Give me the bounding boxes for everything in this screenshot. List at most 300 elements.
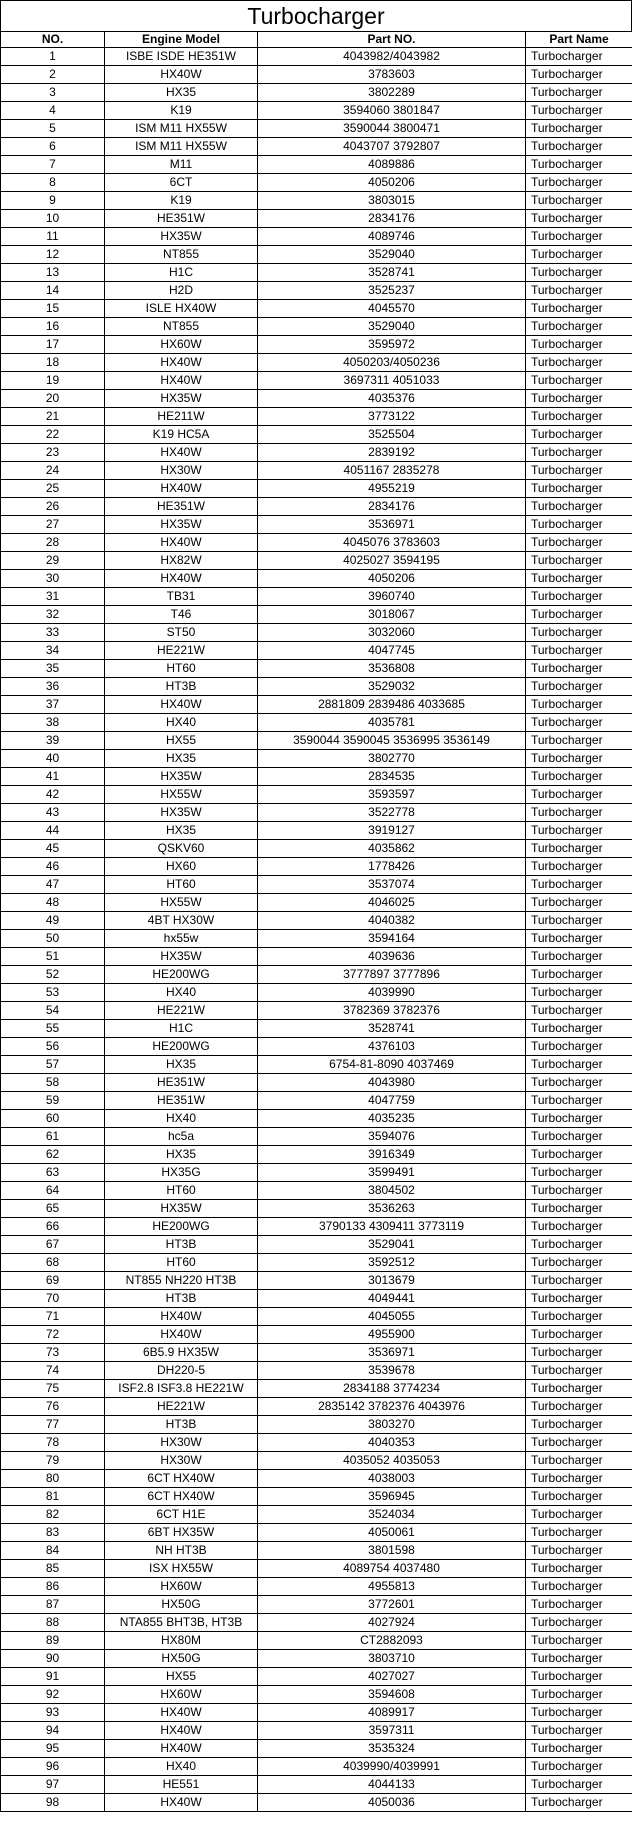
cell-engine-model: HX40W — [105, 1740, 258, 1758]
table-row — [1, 786, 632, 804]
cell-no: 12 — [1, 246, 105, 264]
cell-engine-model: HT3B — [105, 678, 258, 696]
cell-part-name: Turbocharger — [526, 1416, 632, 1434]
cell-part-name: Turbocharger — [526, 1560, 632, 1578]
cell-part-no: 3590044 3800471 — [258, 120, 526, 138]
cell-part-name: Turbocharger — [526, 498, 632, 516]
table-row — [1, 966, 632, 984]
cell-no: 94 — [1, 1722, 105, 1740]
cell-no: 93 — [1, 1704, 105, 1722]
cell-engine-model: NT855 NH220 HT3B — [105, 1272, 258, 1290]
cell-engine-model: HT60 — [105, 660, 258, 678]
cell-part-no: 3599491 — [258, 1164, 526, 1182]
cell-part-no: 4040353 — [258, 1434, 526, 1452]
cell-part-name: Turbocharger — [526, 174, 632, 192]
cell-part-name: Turbocharger — [526, 750, 632, 768]
cell-part-no: 4049441 — [258, 1290, 526, 1308]
cell-engine-model: HX40 — [105, 714, 258, 732]
cell-no: 60 — [1, 1110, 105, 1128]
cell-part-name: Turbocharger — [526, 192, 632, 210]
cell-no: 22 — [1, 426, 105, 444]
cell-part-no: 3593597 — [258, 786, 526, 804]
cell-part-no: 3804502 — [258, 1182, 526, 1200]
cell-part-name: Turbocharger — [526, 1362, 632, 1380]
cell-engine-model: HT60 — [105, 1182, 258, 1200]
cell-engine-model: ISLE HX40W — [105, 300, 258, 318]
cell-part-no: 4039636 — [258, 948, 526, 966]
cell-part-name: Turbocharger — [526, 210, 632, 228]
table-row — [1, 1578, 632, 1596]
cell-part-name: Turbocharger — [526, 1308, 632, 1326]
cell-part-name: Turbocharger — [526, 624, 632, 642]
table-row — [1, 354, 632, 372]
cell-no: 97 — [1, 1776, 105, 1794]
table-row — [1, 822, 632, 840]
cell-part-no: 4050036 — [258, 1794, 526, 1812]
table-row — [1, 66, 632, 84]
cell-no: 16 — [1, 318, 105, 336]
cell-part-name: Turbocharger — [526, 1542, 632, 1560]
table-row — [1, 390, 632, 408]
cell-no: 7 — [1, 156, 105, 174]
cell-no: 15 — [1, 300, 105, 318]
cell-no: 9 — [1, 192, 105, 210]
cell-engine-model: HX40W — [105, 1326, 258, 1344]
cell-no: 72 — [1, 1326, 105, 1344]
cell-engine-model: HX40W — [105, 1704, 258, 1722]
cell-engine-model: HX40W — [105, 1722, 258, 1740]
cell-part-name: Turbocharger — [526, 1704, 632, 1722]
cell-engine-model: HE351W — [105, 1074, 258, 1092]
cell-no: 26 — [1, 498, 105, 516]
cell-part-name: Turbocharger — [526, 984, 632, 1002]
cell-no: 78 — [1, 1434, 105, 1452]
table-row — [1, 84, 632, 102]
cell-part-no: 2834176 — [258, 210, 526, 228]
cell-part-name: Turbocharger — [526, 1488, 632, 1506]
table-row — [1, 372, 632, 390]
table-row — [1, 408, 632, 426]
cell-no: 50 — [1, 930, 105, 948]
cell-part-no: 4035781 — [258, 714, 526, 732]
cell-part-name: Turbocharger — [526, 786, 632, 804]
cell-part-name: Turbocharger — [526, 1200, 632, 1218]
table-row — [1, 1524, 632, 1542]
header-part-no: Part NO. — [258, 32, 526, 48]
table-row — [1, 228, 632, 246]
table-row — [1, 1128, 632, 1146]
cell-part-no: 3594164 — [258, 930, 526, 948]
cell-no: 35 — [1, 660, 105, 678]
cell-part-no: 4027027 — [258, 1668, 526, 1686]
cell-no: 20 — [1, 390, 105, 408]
cell-engine-model: HE351W — [105, 210, 258, 228]
table-row — [1, 1182, 632, 1200]
cell-engine-model: HX30W — [105, 1452, 258, 1470]
table-row — [1, 768, 632, 786]
cell-part-no: 4050203/4050236 — [258, 354, 526, 372]
cell-part-name: Turbocharger — [526, 1668, 632, 1686]
cell-part-no: 3535324 — [258, 1740, 526, 1758]
cell-part-no: 4027924 — [258, 1614, 526, 1632]
table-row — [1, 1326, 632, 1344]
table-row — [1, 534, 632, 552]
table-row — [1, 1092, 632, 1110]
cell-part-no: 2881809 2839486 4033685 — [258, 696, 526, 714]
cell-part-name: Turbocharger — [526, 48, 632, 66]
cell-part-name: Turbocharger — [526, 1326, 632, 1344]
cell-engine-model: HE351W — [105, 498, 258, 516]
cell-part-name: Turbocharger — [526, 462, 632, 480]
cell-part-no: 3525237 — [258, 282, 526, 300]
cell-part-no: 3802289 — [258, 84, 526, 102]
table-row — [1, 1344, 632, 1362]
cell-engine-model: HX30W — [105, 1434, 258, 1452]
cell-part-name: Turbocharger — [526, 1110, 632, 1128]
table-row — [1, 840, 632, 858]
cell-no: 51 — [1, 948, 105, 966]
cell-part-no: 2834188 3774234 — [258, 1380, 526, 1398]
cell-part-name: Turbocharger — [526, 1092, 632, 1110]
cell-no: 91 — [1, 1668, 105, 1686]
cell-part-no: 3018067 — [258, 606, 526, 624]
table-body — [1, 48, 632, 1812]
cell-part-name: Turbocharger — [526, 1434, 632, 1452]
cell-no: 82 — [1, 1506, 105, 1524]
cell-part-no: 3772601 — [258, 1596, 526, 1614]
cell-no: 25 — [1, 480, 105, 498]
cell-part-name: Turbocharger — [526, 120, 632, 138]
cell-engine-model: 6CT HX40W — [105, 1470, 258, 1488]
cell-engine-model: HX50G — [105, 1596, 258, 1614]
table-row — [1, 1776, 632, 1794]
cell-part-name: Turbocharger — [526, 66, 632, 84]
cell-engine-model: HE200WG — [105, 1218, 258, 1236]
cell-part-name: Turbocharger — [526, 1380, 632, 1398]
cell-part-no: 3529032 — [258, 678, 526, 696]
cell-no: 43 — [1, 804, 105, 822]
cell-engine-model: ISM M11 HX55W — [105, 138, 258, 156]
cell-no: 2 — [1, 66, 105, 84]
cell-part-name: Turbocharger — [526, 1632, 632, 1650]
cell-part-no: 3594060 3801847 — [258, 102, 526, 120]
table-row — [1, 174, 632, 192]
table-row — [1, 1164, 632, 1182]
cell-part-no: 3536971 — [258, 516, 526, 534]
cell-no: 89 — [1, 1632, 105, 1650]
cell-engine-model: HX35G — [105, 1164, 258, 1182]
cell-part-no: 3802770 — [258, 750, 526, 768]
cell-no: 54 — [1, 1002, 105, 1020]
cell-part-name: Turbocharger — [526, 552, 632, 570]
cell-engine-model: T46 — [105, 606, 258, 624]
cell-engine-model: HX35 — [105, 1146, 258, 1164]
table-row — [1, 696, 632, 714]
table-row — [1, 138, 632, 156]
cell-part-no: 4043980 — [258, 1074, 526, 1092]
table-row — [1, 606, 632, 624]
cell-part-no: 3536263 — [258, 1200, 526, 1218]
cell-engine-model: HX80M — [105, 1632, 258, 1650]
cell-engine-model: M11 — [105, 156, 258, 174]
cell-part-name: Turbocharger — [526, 588, 632, 606]
cell-part-name: Turbocharger — [526, 1794, 632, 1812]
cell-part-name: Turbocharger — [526, 948, 632, 966]
cell-engine-model: HE221W — [105, 1398, 258, 1416]
table-row — [1, 858, 632, 876]
cell-no: 58 — [1, 1074, 105, 1092]
header-no: NO. — [1, 32, 105, 48]
cell-part-no: 3013679 — [258, 1272, 526, 1290]
cell-part-no: 4955219 — [258, 480, 526, 498]
cell-engine-model: HX35 — [105, 822, 258, 840]
cell-no: 66 — [1, 1218, 105, 1236]
cell-part-no: 4050061 — [258, 1524, 526, 1542]
cell-engine-model: 6CT — [105, 174, 258, 192]
cell-part-no: 4043982/4043982 — [258, 48, 526, 66]
table-row — [1, 516, 632, 534]
table-row — [1, 624, 632, 642]
cell-no: 3 — [1, 84, 105, 102]
cell-no: 68 — [1, 1254, 105, 1272]
cell-engine-model: HX40W — [105, 570, 258, 588]
cell-part-name: Turbocharger — [526, 1452, 632, 1470]
cell-part-no: 4089917 — [258, 1704, 526, 1722]
cell-no: 96 — [1, 1758, 105, 1776]
cell-part-name: Turbocharger — [526, 1038, 632, 1056]
cell-engine-model: H2D — [105, 282, 258, 300]
cell-no: 83 — [1, 1524, 105, 1542]
table-row — [1, 1038, 632, 1056]
cell-part-name: Turbocharger — [526, 696, 632, 714]
cell-engine-model: HE351W — [105, 1092, 258, 1110]
cell-engine-model: HX35 — [105, 84, 258, 102]
cell-engine-model: HT3B — [105, 1416, 258, 1434]
table-row — [1, 192, 632, 210]
cell-no: 13 — [1, 264, 105, 282]
cell-no: 95 — [1, 1740, 105, 1758]
cell-no: 37 — [1, 696, 105, 714]
table-row — [1, 336, 632, 354]
cell-part-no: 4955813 — [258, 1578, 526, 1596]
cell-no: 45 — [1, 840, 105, 858]
cell-part-name: Turbocharger — [526, 480, 632, 498]
cell-engine-model: HX35W — [105, 948, 258, 966]
table-row — [1, 1056, 632, 1074]
table-row — [1, 246, 632, 264]
table-row — [1, 462, 632, 480]
cell-engine-model: HT60 — [105, 876, 258, 894]
cell-engine-model: NTA855 BHT3B, HT3B — [105, 1614, 258, 1632]
cell-no: 8 — [1, 174, 105, 192]
table-row — [1, 1506, 632, 1524]
cell-part-name: Turbocharger — [526, 318, 632, 336]
cell-part-name: Turbocharger — [526, 1524, 632, 1542]
cell-part-name: Turbocharger — [526, 1650, 632, 1668]
cell-part-name: Turbocharger — [526, 516, 632, 534]
cell-part-name: Turbocharger — [526, 1218, 632, 1236]
table-row — [1, 912, 632, 930]
cell-no: 1 — [1, 48, 105, 66]
cell-no: 39 — [1, 732, 105, 750]
cell-part-no: 3960740 — [258, 588, 526, 606]
table-row — [1, 1632, 632, 1650]
cell-part-no: 4043707 3792807 — [258, 138, 526, 156]
table-row — [1, 1452, 632, 1470]
cell-part-no: 3529040 — [258, 246, 526, 264]
cell-engine-model: HX35 — [105, 1056, 258, 1074]
cell-engine-model: TB31 — [105, 588, 258, 606]
table-row — [1, 804, 632, 822]
cell-part-no: 3803710 — [258, 1650, 526, 1668]
table-row — [1, 1614, 632, 1632]
cell-no: 29 — [1, 552, 105, 570]
cell-no: 41 — [1, 768, 105, 786]
cell-engine-model: HT60 — [105, 1254, 258, 1272]
cell-no: 18 — [1, 354, 105, 372]
cell-part-name: Turbocharger — [526, 372, 632, 390]
cell-no: 40 — [1, 750, 105, 768]
cell-part-name: Turbocharger — [526, 1578, 632, 1596]
cell-engine-model: DH220-5 — [105, 1362, 258, 1380]
cell-part-no: 3537074 — [258, 876, 526, 894]
cell-part-no: 3528741 — [258, 264, 526, 282]
cell-part-name: Turbocharger — [526, 444, 632, 462]
cell-no: 85 — [1, 1560, 105, 1578]
table-row — [1, 1236, 632, 1254]
cell-engine-model: 6B5.9 HX35W — [105, 1344, 258, 1362]
table-row — [1, 1200, 632, 1218]
cell-engine-model: HX40W — [105, 444, 258, 462]
cell-engine-model: HE200WG — [105, 1038, 258, 1056]
cell-part-name: Turbocharger — [526, 1344, 632, 1362]
cell-no: 63 — [1, 1164, 105, 1182]
cell-part-no: 2839192 — [258, 444, 526, 462]
cell-no: 67 — [1, 1236, 105, 1254]
cell-part-no: 1778426 — [258, 858, 526, 876]
cell-part-no: 3536808 — [258, 660, 526, 678]
table-row — [1, 1074, 632, 1092]
cell-no: 36 — [1, 678, 105, 696]
cell-engine-model: ST50 — [105, 624, 258, 642]
table-row — [1, 1398, 632, 1416]
table-row — [1, 876, 632, 894]
cell-part-name: Turbocharger — [526, 1506, 632, 1524]
cell-engine-model: ISX HX55W — [105, 1560, 258, 1578]
cell-engine-model: HX60W — [105, 1686, 258, 1704]
cell-engine-model: K19 — [105, 192, 258, 210]
cell-no: 49 — [1, 912, 105, 930]
cell-no: 80 — [1, 1470, 105, 1488]
cell-part-name: Turbocharger — [526, 912, 632, 930]
cell-part-no: 3919127 — [258, 822, 526, 840]
table-row — [1, 1560, 632, 1578]
cell-engine-model: NH HT3B — [105, 1542, 258, 1560]
cell-part-no: 3525504 — [258, 426, 526, 444]
cell-part-no: 3592512 — [258, 1254, 526, 1272]
cell-part-no: 4047759 — [258, 1092, 526, 1110]
cell-engine-model: HE200WG — [105, 966, 258, 984]
cell-engine-model: HT3B — [105, 1290, 258, 1308]
cell-engine-model: HX40W — [105, 1308, 258, 1326]
cell-part-no: 4038003 — [258, 1470, 526, 1488]
table-row — [1, 1002, 632, 1020]
cell-part-name: Turbocharger — [526, 1758, 632, 1776]
cell-no: 48 — [1, 894, 105, 912]
cell-part-no: 4955900 — [258, 1326, 526, 1344]
cell-part-no: 4089754 4037480 — [258, 1560, 526, 1578]
cell-part-no: 3595972 — [258, 336, 526, 354]
cell-part-name: Turbocharger — [526, 1146, 632, 1164]
cell-engine-model: HX35W — [105, 768, 258, 786]
cell-part-name: Turbocharger — [526, 714, 632, 732]
cell-no: 6 — [1, 138, 105, 156]
cell-part-name: Turbocharger — [526, 660, 632, 678]
cell-no: 47 — [1, 876, 105, 894]
cell-part-name: Turbocharger — [526, 264, 632, 282]
cell-part-no: 4046025 — [258, 894, 526, 912]
cell-no: 5 — [1, 120, 105, 138]
table-row — [1, 732, 632, 750]
cell-part-name: Turbocharger — [526, 156, 632, 174]
cell-engine-model: 6CT HX40W — [105, 1488, 258, 1506]
cell-part-no: 3597311 — [258, 1722, 526, 1740]
cell-part-name: Turbocharger — [526, 1002, 632, 1020]
table-row — [1, 642, 632, 660]
cell-engine-model: HX40W — [105, 66, 258, 84]
table-row — [1, 1740, 632, 1758]
cell-engine-model: H1C — [105, 1020, 258, 1038]
table-row — [1, 156, 632, 174]
cell-engine-model: HX35W — [105, 228, 258, 246]
cell-part-no: 3539678 — [258, 1362, 526, 1380]
table-row — [1, 1758, 632, 1776]
cell-no: 21 — [1, 408, 105, 426]
cell-part-no: 4035862 — [258, 840, 526, 858]
cell-part-no: 4039990/4039991 — [258, 1758, 526, 1776]
table-row — [1, 894, 632, 912]
cell-part-no: 4035376 — [258, 390, 526, 408]
header-part-name: Part Name — [526, 32, 632, 48]
table-row — [1, 588, 632, 606]
cell-part-no: 6754-81-8090 4037469 — [258, 1056, 526, 1074]
cell-part-no: 3594076 — [258, 1128, 526, 1146]
cell-part-name: Turbocharger — [526, 570, 632, 588]
cell-part-name: Turbocharger — [526, 1164, 632, 1182]
sheet-title: Turbocharger — [0, 0, 632, 31]
cell-engine-model: HX40W — [105, 480, 258, 498]
table-row — [1, 1596, 632, 1614]
table-row — [1, 1704, 632, 1722]
cell-part-name: Turbocharger — [526, 426, 632, 444]
cell-part-name: Turbocharger — [526, 840, 632, 858]
table-row — [1, 1434, 632, 1452]
cell-part-no: 3529040 — [258, 318, 526, 336]
header-engine-model: Engine Model — [105, 32, 258, 48]
table-row — [1, 48, 632, 66]
table-row — [1, 480, 632, 498]
cell-no: 52 — [1, 966, 105, 984]
cell-part-name: Turbocharger — [526, 1074, 632, 1092]
cell-engine-model: ISM M11 HX55W — [105, 120, 258, 138]
table-row — [1, 1650, 632, 1668]
table-row — [1, 1254, 632, 1272]
table-row — [1, 1722, 632, 1740]
cell-part-name: Turbocharger — [526, 1614, 632, 1632]
table-row — [1, 714, 632, 732]
cell-no: 79 — [1, 1452, 105, 1470]
cell-part-name: Turbocharger — [526, 768, 632, 786]
